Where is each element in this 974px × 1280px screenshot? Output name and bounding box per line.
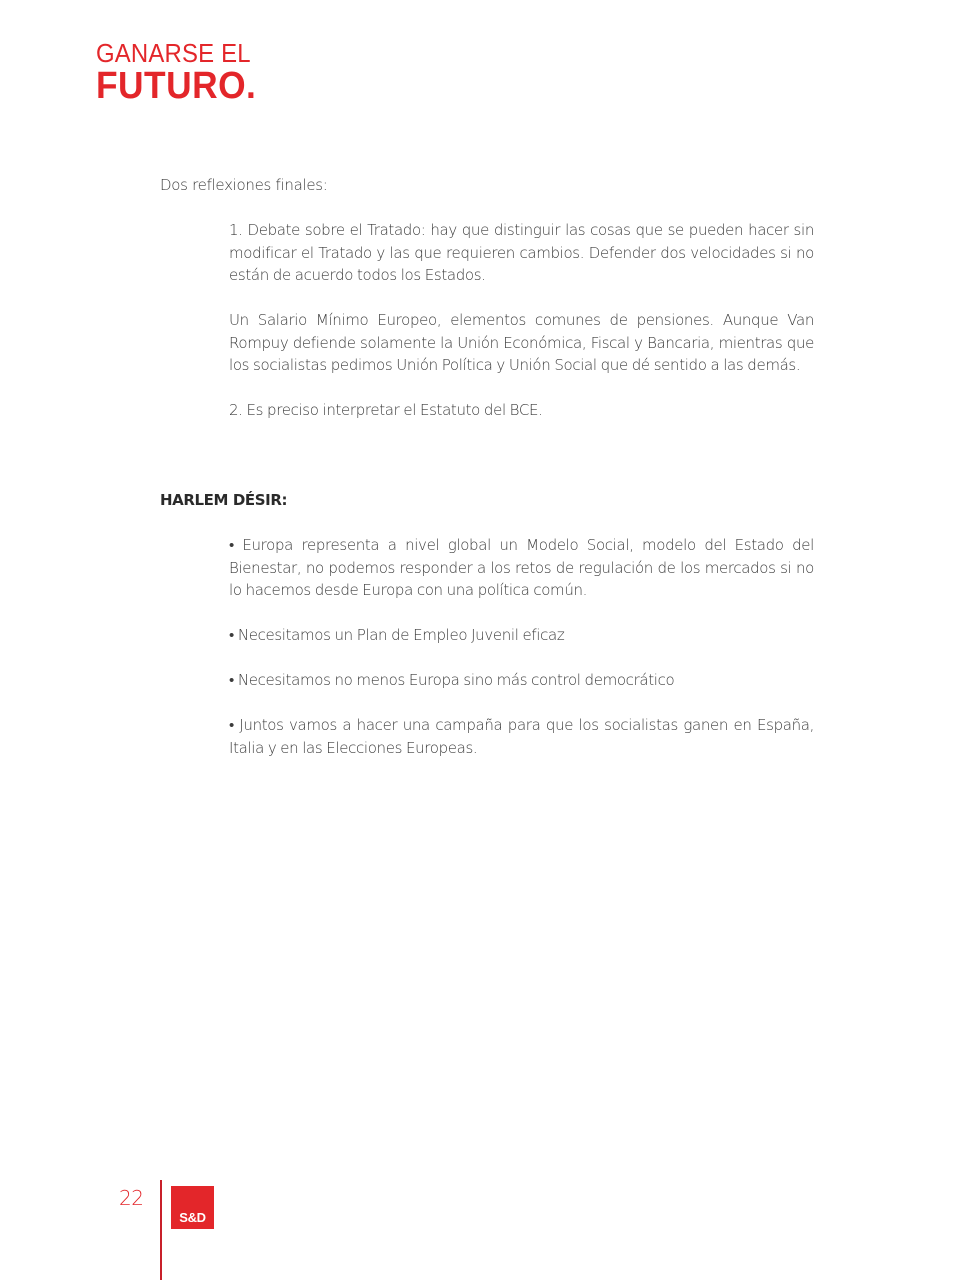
page-number: 22 bbox=[119, 1186, 144, 1210]
sd-logo-text: S&D bbox=[179, 1210, 206, 1225]
intro-paragraph: Dos reflexiones finales: bbox=[160, 176, 328, 194]
speaker-point-4: • Juntos vamos a hacer una campaña para que los socialistas ganen en España, Italia y en las Elecciones Europeas. bbox=[229, 716, 814, 757]
header-logo bbox=[96, 40, 268, 105]
reflection-paragraph-1: 1. Debate sobre el Tratado: hay que distinguir las cosas que se pueden hacer sin modificar el Tratado y las que requieren cambios. Defender dos velocidades si no están de acuerdo todos los Estados. bbox=[229, 221, 814, 284]
speaker-point-3: • Necesitamos no menos Europa sino más control democrático bbox=[229, 671, 675, 689]
footer-divider bbox=[160, 1180, 162, 1280]
sd-logo-icon bbox=[171, 1186, 214, 1229]
logo-line-ganarse-el: GANARSE EL bbox=[96, 38, 251, 68]
reflection-paragraph-3: 2. Es preciso interpretar el Estatuto del BCE. bbox=[229, 401, 543, 419]
speaker-point-1: • Europa representa a nivel global un Modelo Social, modelo del Estado del Bienestar, no podemos responder a los retos de regulación de los mercados si no lo hacemos desde Europa con una política común. bbox=[229, 536, 814, 599]
logo-line-futuro: FUTURO. bbox=[96, 65, 257, 107]
speaker-heading: HARLEM DÉSIR: bbox=[160, 491, 288, 509]
speaker-point-2: • Necesitamos un Plan de Empleo Juvenil eficaz bbox=[229, 626, 565, 644]
document-body bbox=[160, 174, 814, 759]
reflection-paragraph-2: Un Salario Mínimo Europeo, elementos comunes de pensiones. Aunque Van Rompuy defiende solamente la Unión Económica, Fiscal y Bancaria, mientras que los socialistas pedimos Unión Política y Unión Social que dé sentido a las demás. bbox=[229, 311, 814, 374]
